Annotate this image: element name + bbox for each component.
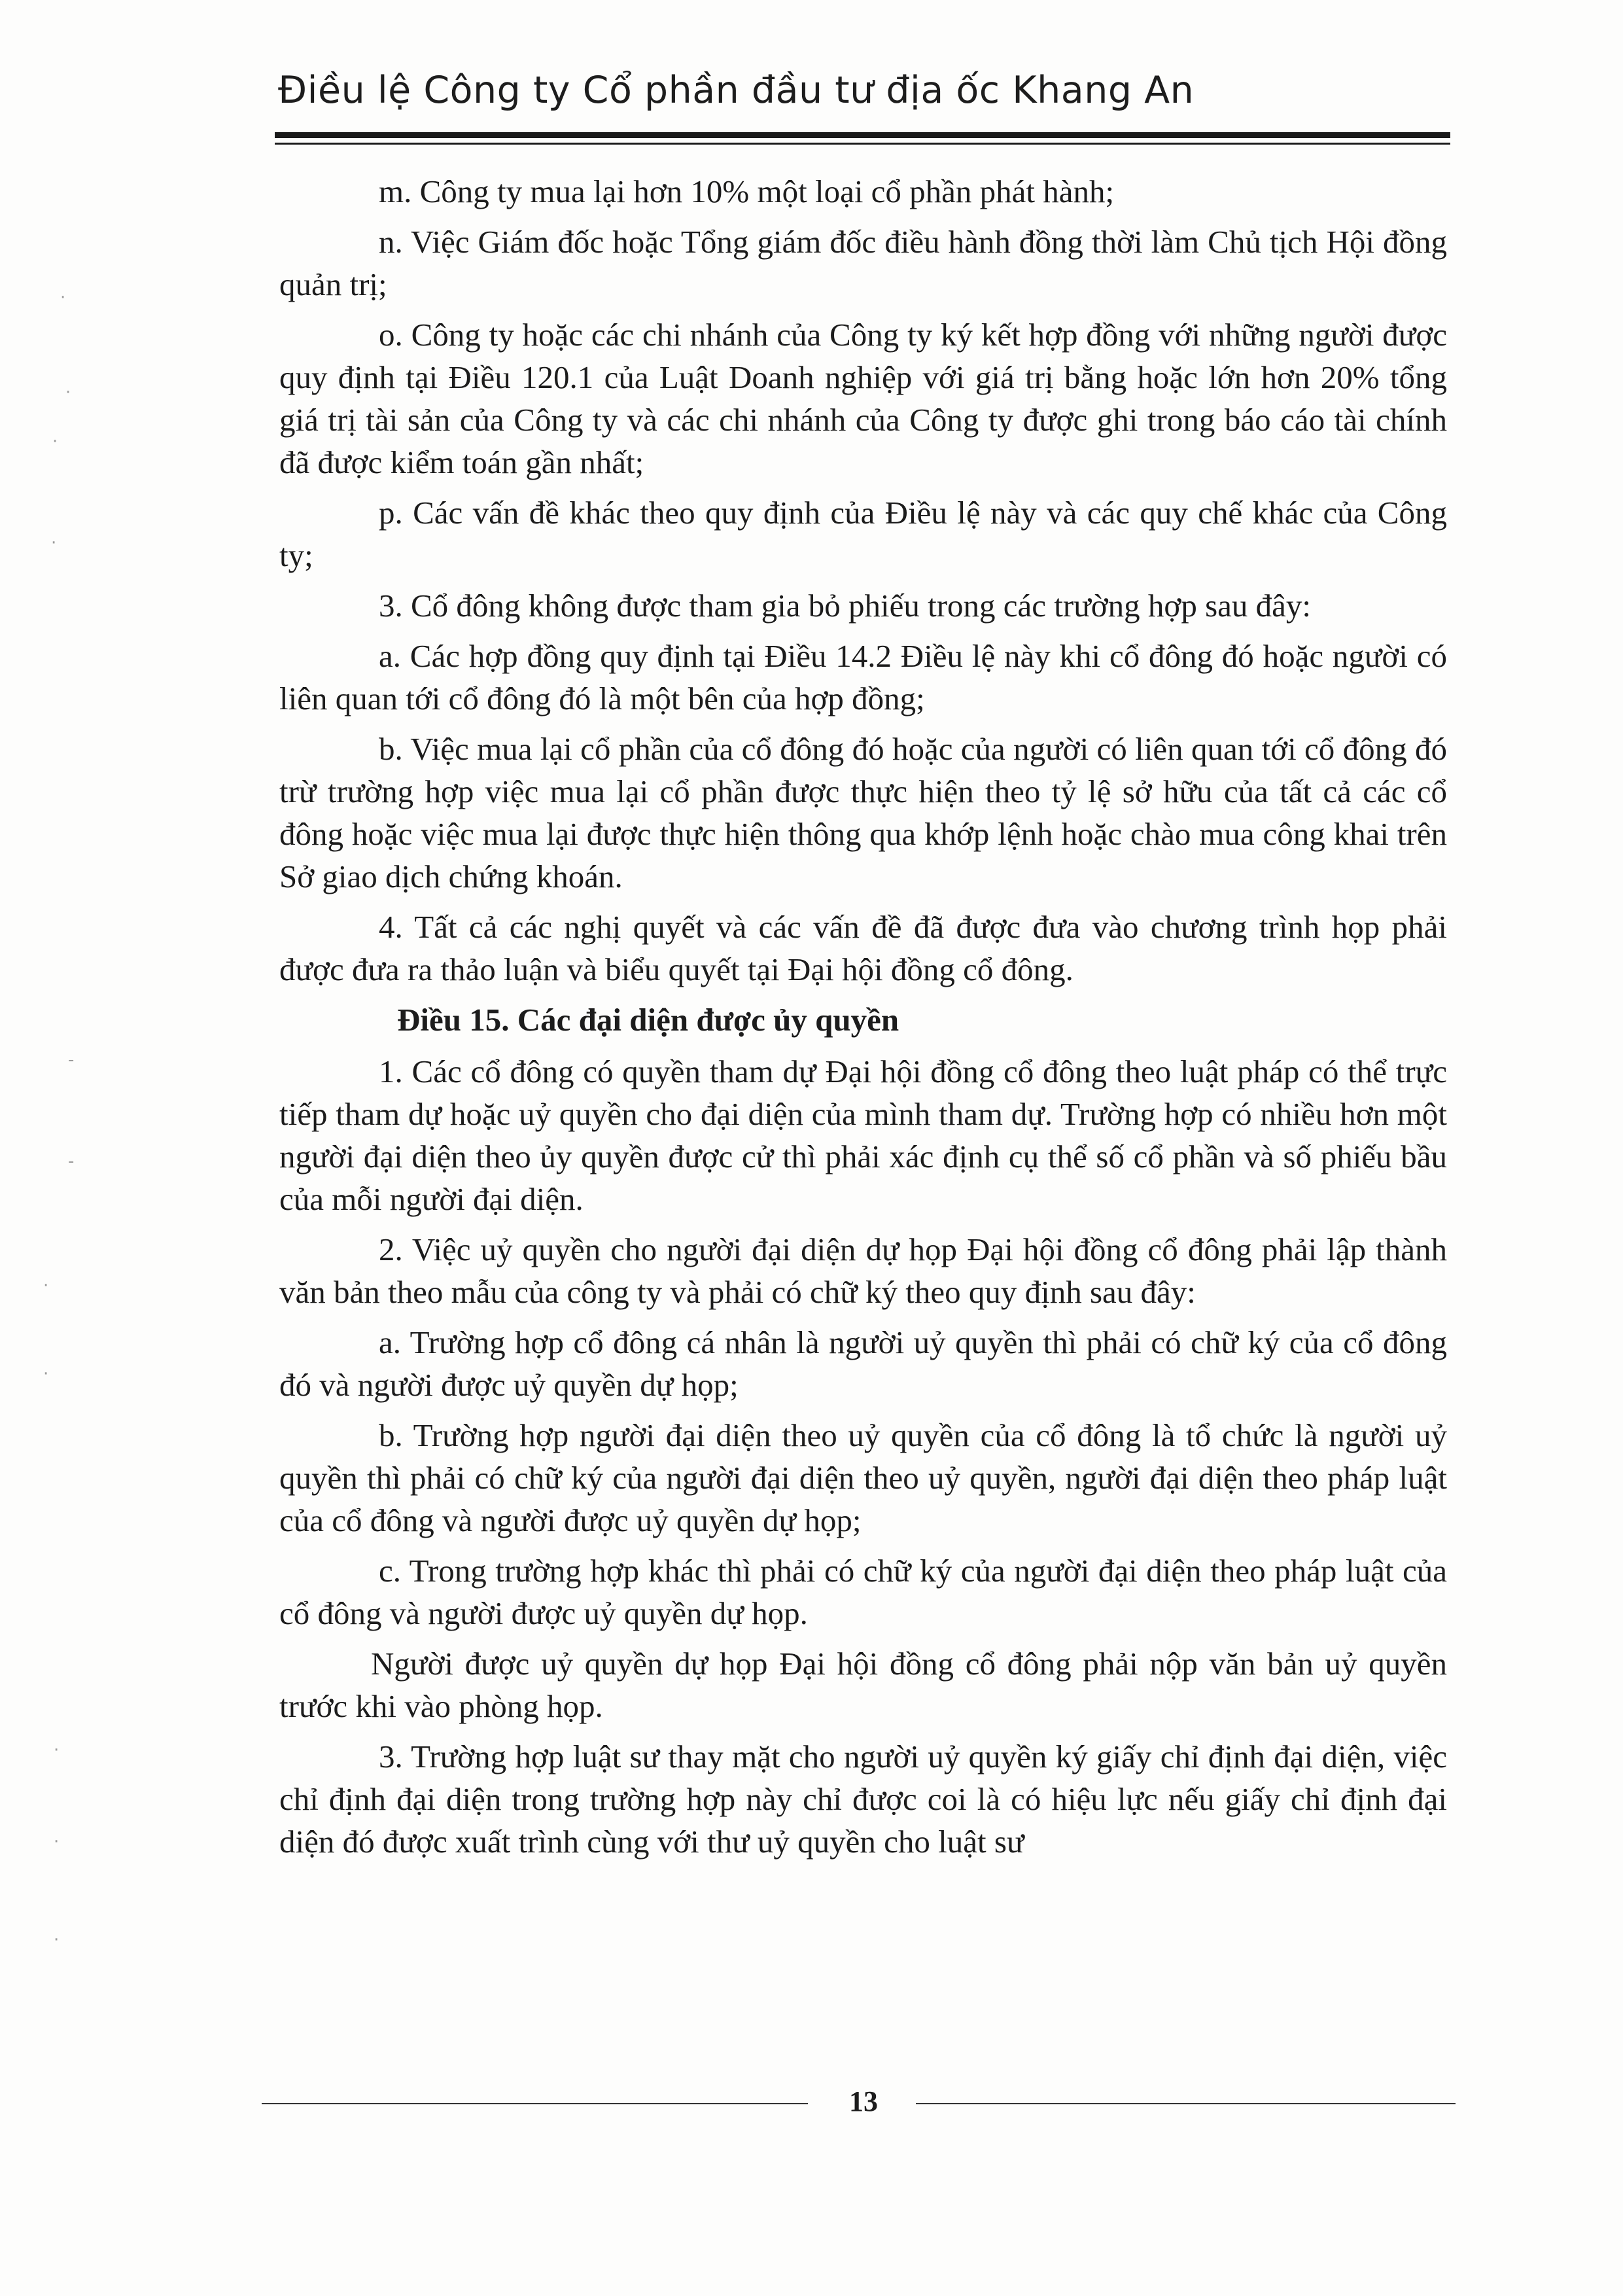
clause-m: m. Công ty mua lại hơn 10% một loại cổ phần phát hành; (379, 173, 1115, 209)
article-15-clause-1: 1. Các cổ đông có quyền tham dự Đại hội đồng cổ đông theo luật pháp có thể trực tiếp tham dự hoặc uỷ quyền cho đại diện của mình tham dự. Trường hợp có nhiều hơn một người đại diện theo ủy quyền được cử thì phải xác định cụ thể số cổ phần và số phiếu bầu của mỗi người đại diện. (279, 1053, 1447, 1217)
article-15-clause-2c: c. Trong trường hợp khác thì phải có chữ ký của người đại diện theo pháp luật của cổ đông và người được uỷ quyền dự họp. (279, 1553, 1447, 1631)
scan-mark: · (52, 432, 58, 451)
clause-p: p. Các vấn đề khác theo quy định của Điều lệ này và các quy chế khác của Công ty; (279, 495, 1447, 573)
article-15-clause-2a: a. Trường hợp cổ đông cá nhân là người uỷ quyền thì phải có chữ ký của cổ đông đó và người được uỷ quyền dự họp; (279, 1324, 1447, 1403)
clause-n: n. Việc Giám đốc hoặc Tổng giám đốc điều hành đồng thời làm Chủ tịch Hội đồng quản trị; (279, 224, 1447, 302)
clause-3: 3. Cổ đông không được tham gia bỏ phiếu trong các trường hợp sau đây: (379, 588, 1312, 624)
footer-rule-left (262, 2103, 808, 2104)
scan-mark: · (54, 1740, 60, 1760)
scan-mark: · (60, 288, 66, 308)
article-15-clause-3: 3. Trường hợp luật sư thay mặt cho người uỷ quyền ký giấy chỉ định đại diện, việc chỉ định đại diện trong trường hợp này chỉ được coi là có hiệu lực nếu giấy chỉ định đại diện đó được xuất trình cùng với thư uỷ quyền cho luật sư (279, 1739, 1447, 1860)
header-rule-thick (275, 132, 1450, 138)
page-number: 13 (849, 2085, 878, 2117)
scan-mark: - (68, 1050, 75, 1070)
article-15-clause-2: 2. Việc uỷ quyền cho người đại diện dự họp Đại hội đồng cổ đông phải lập thành văn bản theo mẫu của công ty và phải có chữ ký theo quy định sau đây: (279, 1231, 1447, 1310)
clause-4: 4. Tất cả các nghị quyết và các vấn đề đã được đưa vào chương trình họp phải được đưa ra thảo luận và biểu quyết tại Đại hội đồng cổ đông. (279, 909, 1447, 987)
scan-mark: · (43, 1364, 49, 1384)
clause-3a: a. Các hợp đồng quy định tại Điều 14.2 Điều lệ này khi cổ đông đó hoặc người có liên quan tới cổ đông đó là một bên của hợp đồng; (279, 638, 1447, 716)
header-rule-thin (275, 143, 1450, 145)
scan-mark: - (68, 1152, 75, 1171)
scan-mark: · (65, 383, 71, 402)
clause-o: o. Công ty hoặc các chi nhánh của Công ty ký kết hợp đồng với những người được quy định tại Điều 120.1 của Luật Doanh nghiệp với giá trị bằng hoặc lớn hơn 20% tổng giá trị tài sản của Công ty và các chi nhánh của Công ty được ghi trong báo cáo tài chính đã được kiểm toán gần nhất; (279, 317, 1447, 480)
scan-mark: · (51, 533, 57, 553)
footer-rule-right (916, 2103, 1456, 2104)
scan-mark: · (54, 1832, 60, 1852)
page-header-title: Điều lệ Công ty Cổ phần đầu tư địa ốc Khang An (278, 69, 1195, 112)
article-15-clause-2b: b. Trường hợp người đại diện theo uỷ quyền của cổ đông là tổ chức là người uỷ quyền thì phải có chữ ký của người đại diện theo uỷ quyền, người đại diện theo pháp luật của cổ đông và người được uỷ quyền dự họp; (279, 1417, 1447, 1538)
article-15-heading: Điều 15. Các đại diện được ủy quyền (397, 1002, 899, 1038)
scan-mark: · (43, 1276, 49, 1296)
document-body (279, 170, 1447, 1871)
article-15-submission-note: Người được uỷ quyền dự họp Đại hội đồng cổ đông phải nộp văn bản uỷ quyền trước khi vào phòng họp. (279, 1646, 1447, 1724)
scan-mark: · (54, 1930, 60, 1950)
clause-3b: b. Việc mua lại cổ phần của cổ đông đó hoặc của người có liên quan tới cổ đông đó trừ trường hợp việc mua lại cổ phần được thực hiện theo tỷ lệ sở hữu của tất cả các cổ đông hoặc việc mua lại được thực hiện thông qua khớp lệnh hoặc chào mua công khai trên Sở giao dịch chứng khoán. (279, 731, 1447, 894)
